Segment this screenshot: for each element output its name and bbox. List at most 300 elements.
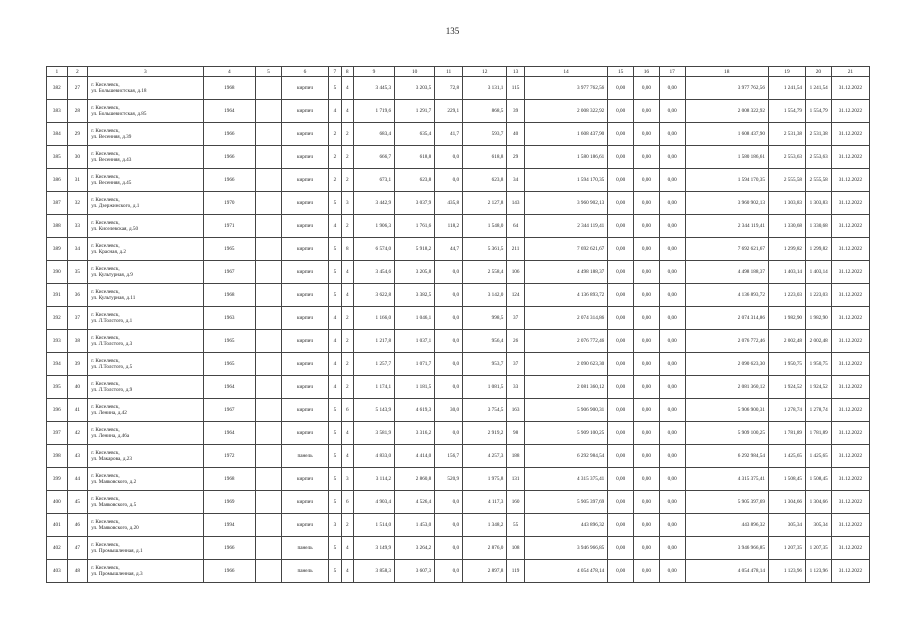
cell-col-2: 30 bbox=[67, 146, 88, 169]
column-header-5: 5 bbox=[256, 67, 282, 77]
cell-col-19: 305,34 bbox=[768, 514, 805, 537]
column-header-19: 19 bbox=[768, 67, 805, 77]
cell-col-21: 31.12.2022 bbox=[831, 560, 869, 583]
cell-col-13: 108 bbox=[507, 537, 525, 560]
cell-col-5 bbox=[256, 445, 282, 468]
cell-col-21: 31.12.2022 bbox=[831, 514, 869, 537]
cell-col-20: 305,34 bbox=[806, 514, 832, 537]
cell-col-8: 8 bbox=[341, 238, 353, 261]
cell-col-6: кирпич bbox=[281, 468, 328, 491]
cell-col-14: 6 292 984,54 bbox=[524, 445, 607, 468]
cell-col-5 bbox=[256, 100, 282, 123]
cell-col-18: 2 076 772,46 bbox=[685, 330, 768, 353]
cell-col-21: 31.12.2022 bbox=[831, 422, 869, 445]
cell-col-16: 0,00 bbox=[634, 399, 660, 422]
cell-col-10: 1 046,1 bbox=[395, 307, 435, 330]
cell-col-10: 4 619,3 bbox=[395, 399, 435, 422]
cell-col-4: 1970 bbox=[203, 192, 256, 215]
cell-col-16: 0,00 bbox=[634, 284, 660, 307]
cell-col-19: 1 304,66 bbox=[768, 491, 805, 514]
cell-col-15: 0,00 bbox=[608, 192, 634, 215]
column-header-12: 12 bbox=[463, 67, 507, 77]
cell-col-13: 143 bbox=[507, 192, 525, 215]
cell-col-4: 1966 bbox=[203, 169, 256, 192]
cell-col-4: 1965 bbox=[203, 330, 256, 353]
cell-col-9: 3 114,2 bbox=[353, 468, 394, 491]
address-city: г. Киселевск, bbox=[91, 334, 120, 341]
cell-col-17: 0,00 bbox=[659, 330, 685, 353]
column-header-14: 14 bbox=[524, 67, 607, 77]
address-cell bbox=[88, 445, 203, 468]
cell-col-11: 118,2 bbox=[435, 215, 463, 238]
cell-col-7: 5 bbox=[329, 560, 341, 583]
cell-col-9: 1 257,7 bbox=[353, 353, 394, 376]
cell-col-8: 4 bbox=[341, 560, 353, 583]
cell-col-11: 0,0 bbox=[435, 422, 463, 445]
cell-col-16: 0,00 bbox=[634, 238, 660, 261]
address-city: г. Киселевск, bbox=[91, 219, 120, 226]
column-header-13: 13 bbox=[507, 67, 525, 77]
cell-col-17: 0,00 bbox=[659, 77, 685, 100]
cell-col-9: 3 858,3 bbox=[353, 560, 394, 583]
address-street: ул. Дзержинского, д.1 bbox=[91, 203, 140, 209]
cell-col-16: 0,00 bbox=[634, 491, 660, 514]
cell-col-1: 388 bbox=[47, 215, 68, 238]
cell-col-2: 42 bbox=[67, 422, 88, 445]
cell-col-14: 3 977 762,56 bbox=[524, 77, 607, 100]
address-cell bbox=[88, 468, 203, 491]
address-city: г. Киселевск, bbox=[91, 541, 120, 548]
cell-col-19: 1 330,68 bbox=[768, 215, 805, 238]
cell-col-16: 0,00 bbox=[634, 123, 660, 146]
cell-col-18: 2 074 314,86 bbox=[685, 307, 768, 330]
cell-col-11: 0,0 bbox=[435, 169, 463, 192]
cell-col-10: 3 607,3 bbox=[395, 560, 435, 583]
cell-col-20: 1 982,90 bbox=[806, 307, 832, 330]
cell-col-19: 1 950,75 bbox=[768, 353, 805, 376]
cell-col-2: 45 bbox=[67, 491, 88, 514]
cell-col-8: 4 bbox=[341, 445, 353, 468]
cell-col-9: 5 143,9 bbox=[353, 399, 394, 422]
cell-col-8: 6 bbox=[341, 399, 353, 422]
cell-col-18: 3 946 966,85 bbox=[685, 537, 768, 560]
cell-col-1: 389 bbox=[47, 238, 68, 261]
cell-col-17: 0,00 bbox=[659, 376, 685, 399]
address-cell bbox=[88, 514, 203, 537]
column-header-16: 16 bbox=[634, 67, 660, 77]
cell-col-1: 383 bbox=[47, 100, 68, 123]
cell-col-10: 3 203,5 bbox=[395, 77, 435, 100]
cell-col-11: 0,0 bbox=[435, 146, 463, 169]
table-row bbox=[47, 560, 870, 583]
address-city: г. Киселевск, bbox=[91, 127, 120, 134]
cell-col-20: 1 278,74 bbox=[806, 399, 832, 422]
column-header-18: 18 bbox=[685, 67, 768, 77]
cell-col-6: кирпич bbox=[281, 491, 328, 514]
cell-col-21: 31.12.2022 bbox=[831, 123, 869, 146]
cell-col-20: 2 555,58 bbox=[806, 169, 832, 192]
table-row bbox=[47, 146, 870, 169]
address-cell bbox=[88, 192, 203, 215]
cell-col-19: 1 207,35 bbox=[768, 537, 805, 560]
cell-col-14: 5 909 100,25 bbox=[524, 422, 607, 445]
cell-col-2: 40 bbox=[67, 376, 88, 399]
cell-col-14: 1 580 186,61 bbox=[524, 146, 607, 169]
cell-col-1: 396 bbox=[47, 399, 68, 422]
cell-col-10: 4 526,4 bbox=[395, 491, 435, 514]
cell-col-2: 32 bbox=[67, 192, 88, 215]
cell-col-13: 131 bbox=[507, 468, 525, 491]
cell-col-10: 623,8 bbox=[395, 169, 435, 192]
cell-col-9: 6 574,0 bbox=[353, 238, 394, 261]
address-cell bbox=[88, 238, 203, 261]
cell-col-1: 386 bbox=[47, 169, 68, 192]
cell-col-16: 0,00 bbox=[634, 215, 660, 238]
cell-col-12: 1 548,0 bbox=[463, 215, 507, 238]
table-row bbox=[47, 537, 870, 560]
cell-col-1: 403 bbox=[47, 560, 68, 583]
cell-col-1: 387 bbox=[47, 192, 68, 215]
cell-col-15: 0,00 bbox=[608, 376, 634, 399]
cell-col-15: 0,00 bbox=[608, 100, 634, 123]
table-row bbox=[47, 169, 870, 192]
cell-col-4: 1972 bbox=[203, 445, 256, 468]
cell-col-7: 5 bbox=[329, 491, 341, 514]
cell-col-14: 4 136 893,72 bbox=[524, 284, 607, 307]
page-number: 135 bbox=[445, 26, 460, 36]
cell-col-20: 1 223,03 bbox=[806, 284, 832, 307]
cell-col-11: 0,0 bbox=[435, 537, 463, 560]
table-row bbox=[47, 376, 870, 399]
cell-col-12: 3 142,0 bbox=[463, 284, 507, 307]
cell-col-21: 31.12.2022 bbox=[831, 537, 869, 560]
cell-col-12: 3 131,1 bbox=[463, 77, 507, 100]
cell-col-1: 391 bbox=[47, 284, 68, 307]
cell-col-15: 0,00 bbox=[608, 261, 634, 284]
cell-col-7: 4 bbox=[329, 215, 341, 238]
cell-col-17: 0,00 bbox=[659, 422, 685, 445]
cell-col-20: 1 781,89 bbox=[806, 422, 832, 445]
cell-col-17: 0,00 bbox=[659, 307, 685, 330]
cell-col-18: 4 315 375,41 bbox=[685, 468, 768, 491]
cell-col-7: 4 bbox=[329, 330, 341, 353]
cell-col-14: 443 896,32 bbox=[524, 514, 607, 537]
cell-col-12: 956,4 bbox=[463, 330, 507, 353]
cell-col-11: 435,8 bbox=[435, 192, 463, 215]
cell-col-12: 4 257,3 bbox=[463, 445, 507, 468]
cell-col-19: 1 223,03 bbox=[768, 284, 805, 307]
address-city: г. Киселевск, bbox=[91, 265, 120, 272]
table-row bbox=[47, 192, 870, 215]
address-cell bbox=[88, 284, 203, 307]
cell-col-8: 2 bbox=[341, 376, 353, 399]
cell-col-13: 160 bbox=[507, 491, 525, 514]
cell-col-2: 34 bbox=[67, 238, 88, 261]
cell-col-10: 3 037,9 bbox=[395, 192, 435, 215]
cell-col-14: 4 054 478,14 bbox=[524, 560, 607, 583]
cell-col-18: 5 906 900,31 bbox=[685, 399, 768, 422]
cell-col-2: 31 bbox=[67, 169, 88, 192]
column-header-9: 9 bbox=[353, 67, 394, 77]
cell-col-10: 3 316,2 bbox=[395, 422, 435, 445]
column-header-7: 7 bbox=[329, 67, 341, 77]
cell-col-18: 2 008 322,92 bbox=[685, 100, 768, 123]
cell-col-7: 4 bbox=[329, 100, 341, 123]
cell-col-5 bbox=[256, 307, 282, 330]
cell-col-14: 4 315 375,41 bbox=[524, 468, 607, 491]
cell-col-12: 2 919,2 bbox=[463, 422, 507, 445]
cell-col-13: 40 bbox=[507, 123, 525, 146]
cell-col-20: 2 531,38 bbox=[806, 123, 832, 146]
cell-col-14: 1 608 437,90 bbox=[524, 123, 607, 146]
housing-register-table bbox=[46, 66, 870, 583]
cell-col-13: 106 bbox=[507, 261, 525, 284]
cell-col-9: 3 445,3 bbox=[353, 77, 394, 100]
cell-col-9: 3 581,9 bbox=[353, 422, 394, 445]
cell-col-5 bbox=[256, 238, 282, 261]
table-row bbox=[47, 330, 870, 353]
address-city: г. Киселевск, bbox=[91, 173, 120, 180]
table-row bbox=[47, 307, 870, 330]
address-cell bbox=[88, 560, 203, 583]
cell-col-18: 5 909 100,25 bbox=[685, 422, 768, 445]
cell-col-16: 0,00 bbox=[634, 560, 660, 583]
cell-col-16: 0,00 bbox=[634, 376, 660, 399]
cell-col-15: 0,00 bbox=[608, 445, 634, 468]
cell-col-17: 0,00 bbox=[659, 261, 685, 284]
cell-col-1: 385 bbox=[47, 146, 68, 169]
column-header-2: 2 bbox=[67, 67, 88, 77]
cell-col-13: 26 bbox=[507, 330, 525, 353]
cell-col-15: 0,00 bbox=[608, 238, 634, 261]
cell-col-4: 1971 bbox=[203, 215, 256, 238]
cell-col-19: 2 002,48 bbox=[768, 330, 805, 353]
cell-col-1: 397 bbox=[47, 422, 68, 445]
cell-col-4: 1994 bbox=[203, 514, 256, 537]
cell-col-14: 2 090 623,30 bbox=[524, 353, 607, 376]
cell-col-9: 1 514,0 bbox=[353, 514, 394, 537]
cell-col-17: 0,00 bbox=[659, 353, 685, 376]
cell-col-15: 0,00 bbox=[608, 422, 634, 445]
cell-col-2: 46 bbox=[67, 514, 88, 537]
cell-col-4: 1968 bbox=[203, 284, 256, 307]
cell-col-1: 390 bbox=[47, 261, 68, 284]
cell-col-19: 1 924,52 bbox=[768, 376, 805, 399]
cell-col-17: 0,00 bbox=[659, 445, 685, 468]
cell-col-19: 1 278,74 bbox=[768, 399, 805, 422]
address-street: ул. Весенняя, д.43 bbox=[91, 157, 132, 163]
cell-col-6: кирпич bbox=[281, 238, 328, 261]
column-header-8: 8 bbox=[341, 67, 353, 77]
cell-col-16: 0,00 bbox=[634, 537, 660, 560]
cell-col-8: 2 bbox=[341, 169, 353, 192]
cell-col-11: 0,0 bbox=[435, 330, 463, 353]
address-city: г. Киселевск, bbox=[91, 564, 120, 571]
cell-col-5 bbox=[256, 514, 282, 537]
table-row bbox=[47, 353, 870, 376]
address-cell bbox=[88, 422, 203, 445]
address-street: ул. Культурная, д.11 bbox=[91, 295, 136, 301]
cell-col-9: 4 833,0 bbox=[353, 445, 394, 468]
cell-col-5 bbox=[256, 537, 282, 560]
cell-col-7: 5 bbox=[329, 445, 341, 468]
cell-col-6: кирпич bbox=[281, 146, 328, 169]
cell-col-2: 36 bbox=[67, 284, 88, 307]
cell-col-4: 1966 bbox=[203, 146, 256, 169]
cell-col-6: кирпич bbox=[281, 307, 328, 330]
cell-col-13: 188 bbox=[507, 445, 525, 468]
cell-col-4: 1967 bbox=[203, 399, 256, 422]
table-row bbox=[47, 445, 870, 468]
cell-col-2: 33 bbox=[67, 215, 88, 238]
address-street: ул. Красная, д.2 bbox=[91, 249, 126, 255]
address-street: ул. Большевистская, д.85 bbox=[91, 111, 147, 117]
cell-col-12: 1 348,2 bbox=[463, 514, 507, 537]
cell-col-6: кирпич bbox=[281, 353, 328, 376]
cell-col-6: кирпич bbox=[281, 100, 328, 123]
cell-col-15: 0,00 bbox=[608, 123, 634, 146]
cell-col-10: 1 037,1 bbox=[395, 330, 435, 353]
cell-col-16: 0,00 bbox=[634, 307, 660, 330]
cell-col-18: 7 692 621,67 bbox=[685, 238, 768, 261]
cell-col-19: 1 982,90 bbox=[768, 307, 805, 330]
cell-col-9: 1 166,0 bbox=[353, 307, 394, 330]
address-street: ул. Маяковского, д.2 bbox=[91, 479, 137, 485]
cell-col-7: 5 bbox=[329, 399, 341, 422]
cell-col-18: 2 081 360,12 bbox=[685, 376, 768, 399]
table-row bbox=[47, 238, 870, 261]
cell-col-2: 43 bbox=[67, 445, 88, 468]
address-cell bbox=[88, 399, 203, 422]
cell-col-5 bbox=[256, 284, 282, 307]
cell-col-9: 4 903,4 bbox=[353, 491, 394, 514]
cell-col-18: 1 580 186,61 bbox=[685, 146, 768, 169]
cell-col-13: 55 bbox=[507, 514, 525, 537]
cell-col-1: 394 bbox=[47, 353, 68, 376]
cell-col-8: 3 bbox=[341, 192, 353, 215]
cell-col-10: 3 264,2 bbox=[395, 537, 435, 560]
cell-col-2: 28 bbox=[67, 100, 88, 123]
address-cell bbox=[88, 537, 203, 560]
cell-col-7: 2 bbox=[329, 146, 341, 169]
cell-col-19: 1 781,89 bbox=[768, 422, 805, 445]
cell-col-21: 31.12.2022 bbox=[831, 468, 869, 491]
cell-col-13: 64 bbox=[507, 215, 525, 238]
cell-col-2: 44 bbox=[67, 468, 88, 491]
cell-col-2: 38 bbox=[67, 330, 88, 353]
cell-col-5 bbox=[256, 399, 282, 422]
cell-col-10: 618,8 bbox=[395, 146, 435, 169]
cell-col-17: 0,00 bbox=[659, 192, 685, 215]
cell-col-12: 2 897,8 bbox=[463, 560, 507, 583]
cell-col-20: 1 303,83 bbox=[806, 192, 832, 215]
cell-col-6: кирпич bbox=[281, 123, 328, 146]
cell-col-5 bbox=[256, 468, 282, 491]
address-city: г. Киселевск, bbox=[91, 311, 120, 318]
cell-col-1: 392 bbox=[47, 307, 68, 330]
address-cell bbox=[88, 261, 203, 284]
cell-col-8: 2 bbox=[341, 307, 353, 330]
address-cell bbox=[88, 376, 203, 399]
cell-col-20: 2 002,48 bbox=[806, 330, 832, 353]
cell-col-5 bbox=[256, 123, 282, 146]
cell-col-17: 0,00 bbox=[659, 146, 685, 169]
cell-col-10: 1 181,5 bbox=[395, 376, 435, 399]
table-row bbox=[47, 491, 870, 514]
cell-col-10: 4 414,0 bbox=[395, 445, 435, 468]
cell-col-2: 48 bbox=[67, 560, 88, 583]
cell-col-13: 98 bbox=[507, 422, 525, 445]
cell-col-16: 0,00 bbox=[634, 514, 660, 537]
cell-col-11: 0,0 bbox=[435, 376, 463, 399]
cell-col-19: 1 303,83 bbox=[768, 192, 805, 215]
cell-col-4: 1964 bbox=[203, 422, 256, 445]
cell-col-7: 5 bbox=[329, 468, 341, 491]
cell-col-6: кирпич bbox=[281, 422, 328, 445]
cell-col-9: 3 454,6 bbox=[353, 261, 394, 284]
cell-col-16: 0,00 bbox=[634, 468, 660, 491]
cell-col-4: 1967 bbox=[203, 261, 256, 284]
cell-col-2: 35 bbox=[67, 261, 88, 284]
cell-col-13: 37 bbox=[507, 353, 525, 376]
cell-col-8: 4 bbox=[341, 284, 353, 307]
table-row bbox=[47, 468, 870, 491]
cell-col-2: 47 bbox=[67, 537, 88, 560]
cell-col-16: 0,00 bbox=[634, 169, 660, 192]
cell-col-4: 1963 bbox=[203, 307, 256, 330]
address-cell bbox=[88, 353, 203, 376]
cell-col-13: 29 bbox=[507, 146, 525, 169]
table-row bbox=[47, 399, 870, 422]
cell-col-21: 31.12.2022 bbox=[831, 77, 869, 100]
address-street: ул. Культурная, д.9 bbox=[91, 272, 133, 278]
cell-col-5 bbox=[256, 491, 282, 514]
cell-col-14: 2 076 772,46 bbox=[524, 330, 607, 353]
cell-col-11: 520,9 bbox=[435, 468, 463, 491]
cell-col-6: кирпич bbox=[281, 215, 328, 238]
cell-col-12: 868,5 bbox=[463, 100, 507, 123]
cell-col-8: 2 bbox=[341, 353, 353, 376]
cell-col-21: 31.12.2022 bbox=[831, 284, 869, 307]
cell-col-9: 683,4 bbox=[353, 123, 394, 146]
table-row bbox=[47, 284, 870, 307]
address-street: ул. Л.Толстого, д.9 bbox=[91, 387, 133, 393]
cell-col-12: 5 361,5 bbox=[463, 238, 507, 261]
cell-col-13: 37 bbox=[507, 307, 525, 330]
cell-col-5 bbox=[256, 192, 282, 215]
cell-col-18: 6 292 984,54 bbox=[685, 445, 768, 468]
cell-col-17: 0,00 bbox=[659, 100, 685, 123]
address-cell bbox=[88, 307, 203, 330]
cell-col-21: 31.12.2022 bbox=[831, 238, 869, 261]
cell-col-2: 39 bbox=[67, 353, 88, 376]
cell-col-15: 0,00 bbox=[608, 353, 634, 376]
cell-col-17: 0,00 bbox=[659, 399, 685, 422]
cell-col-19: 1 508,45 bbox=[768, 468, 805, 491]
cell-col-21: 31.12.2022 bbox=[831, 192, 869, 215]
table-row bbox=[47, 215, 870, 238]
cell-col-16: 0,00 bbox=[634, 192, 660, 215]
cell-col-8: 2 bbox=[341, 330, 353, 353]
cell-col-4: 1966 bbox=[203, 537, 256, 560]
cell-col-7: 2 bbox=[329, 123, 341, 146]
cell-col-20: 1 554,79 bbox=[806, 100, 832, 123]
cell-col-15: 0,00 bbox=[608, 330, 634, 353]
cell-col-11: 0,0 bbox=[435, 284, 463, 307]
cell-col-2: 27 bbox=[67, 77, 88, 100]
cell-col-12: 2 876,0 bbox=[463, 537, 507, 560]
table-row bbox=[47, 422, 870, 445]
